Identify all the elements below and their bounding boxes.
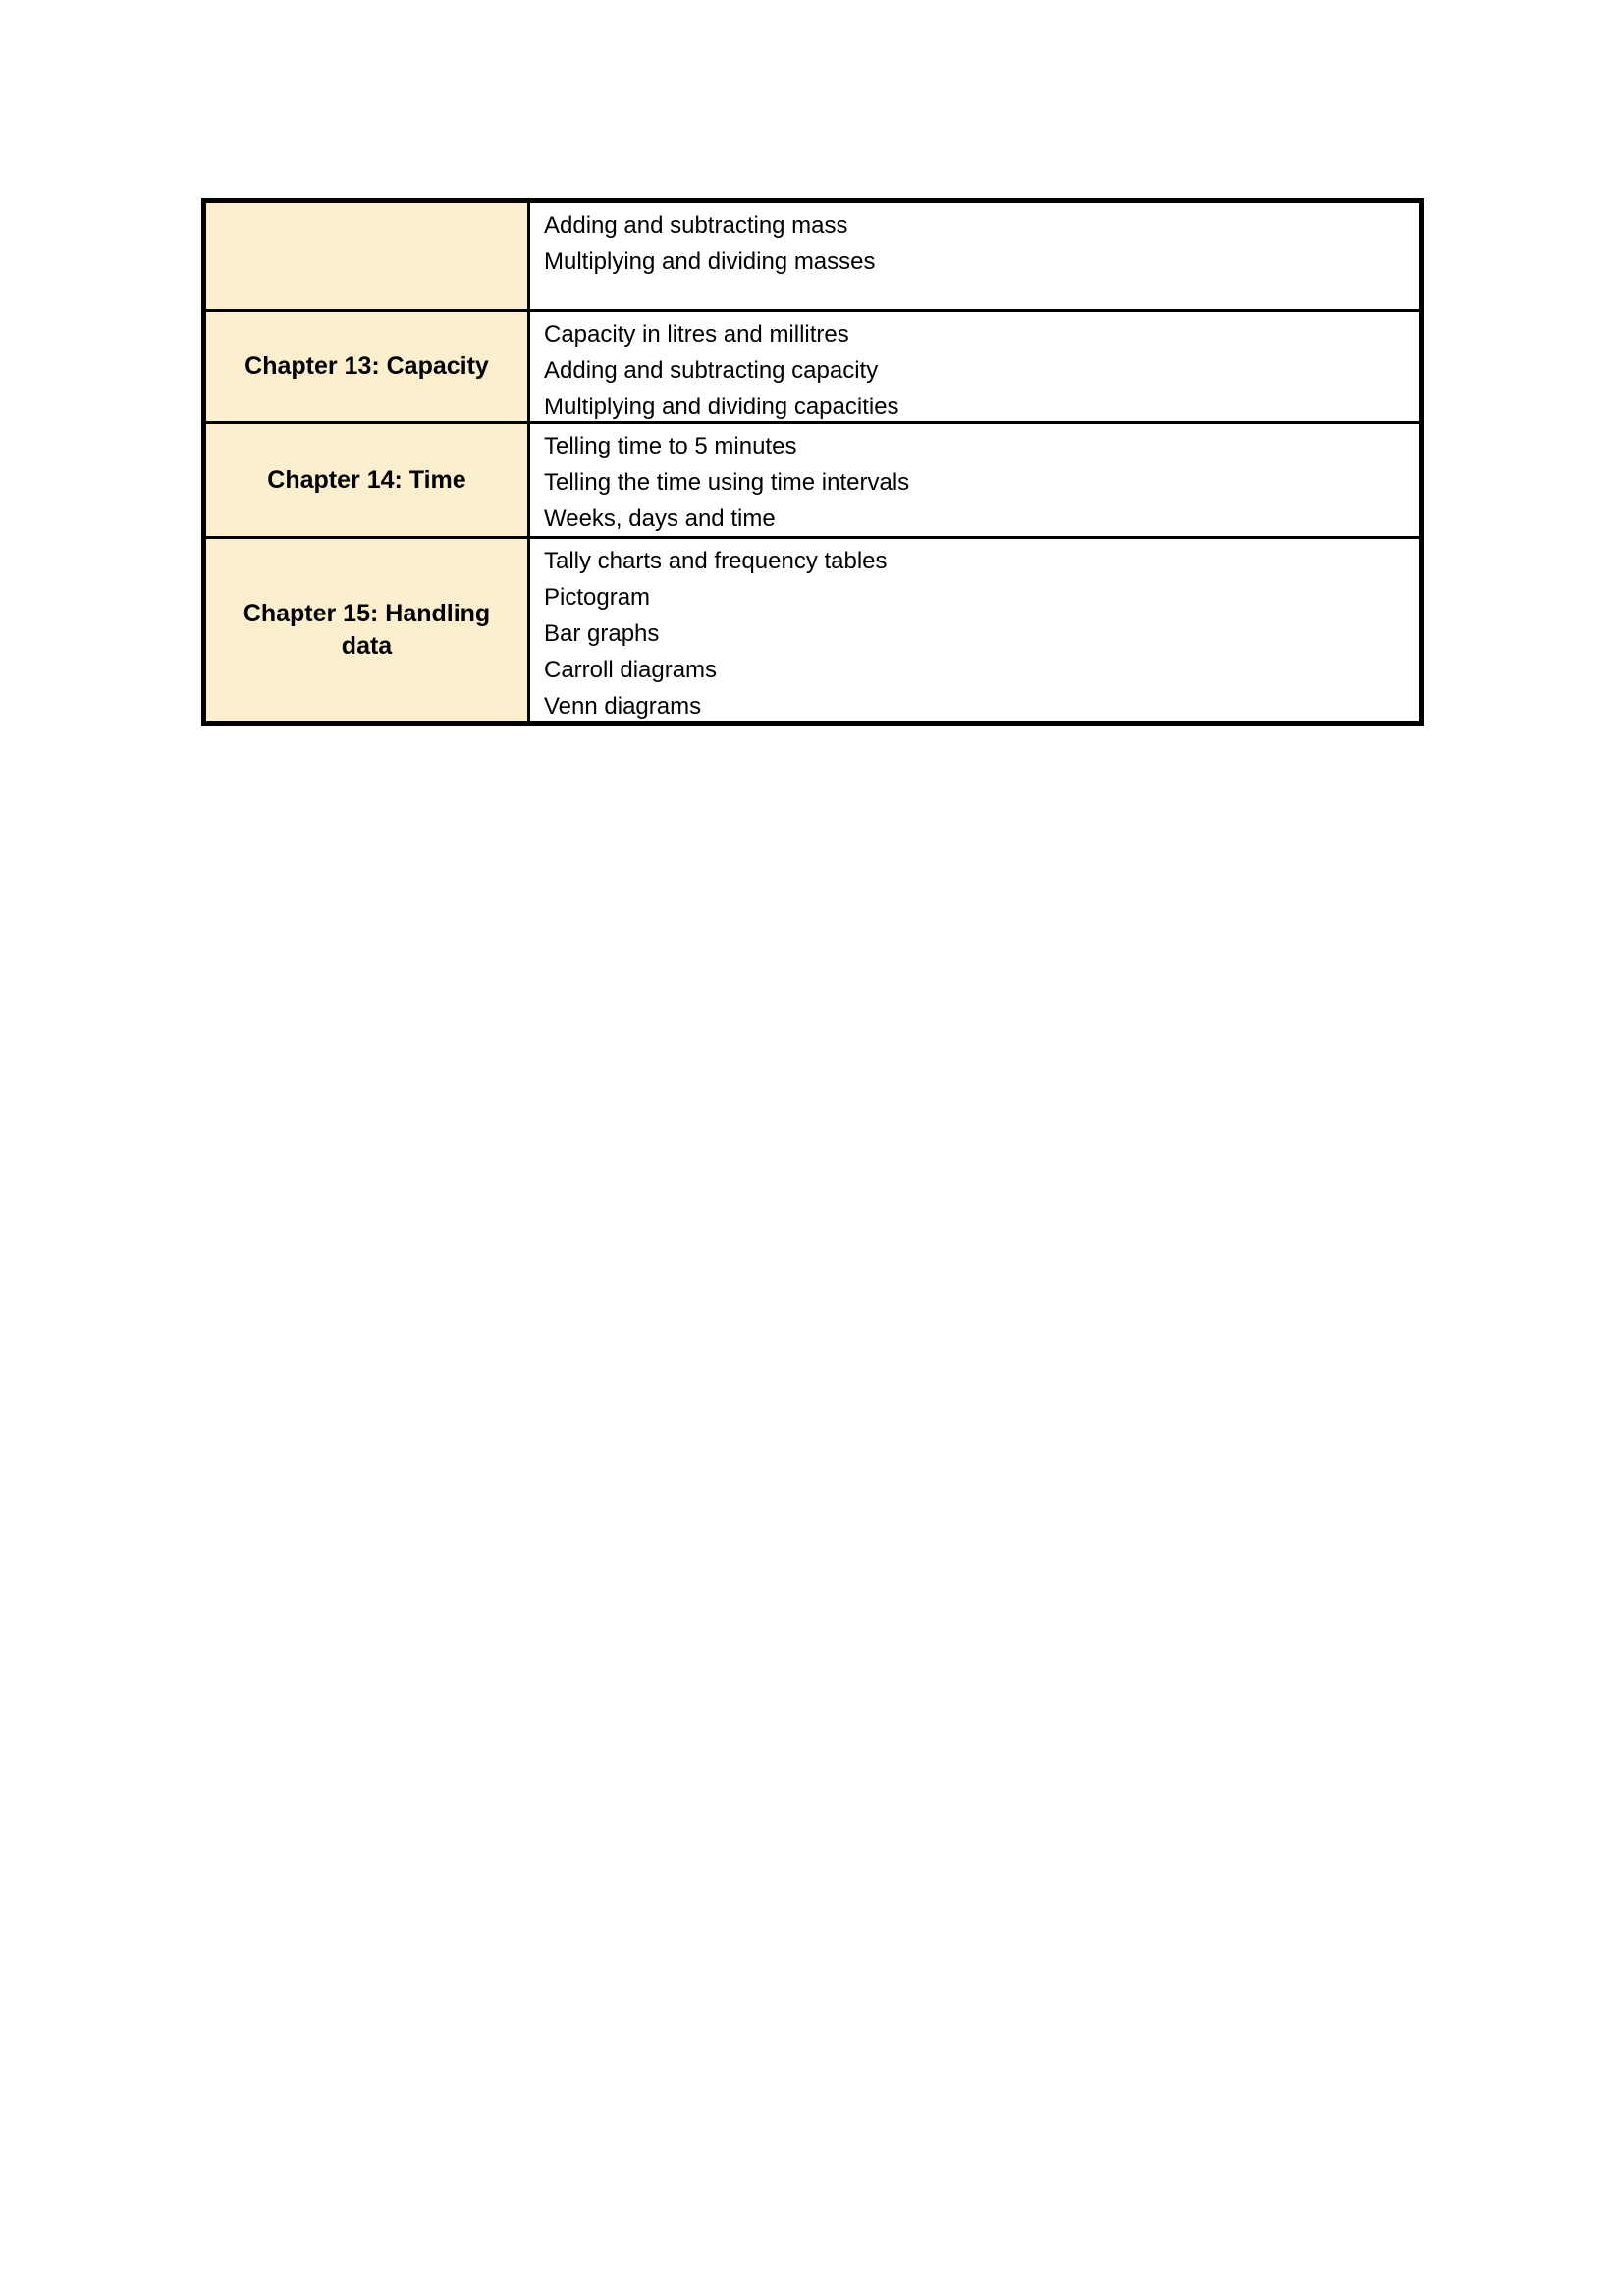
chapter-cell [206, 203, 530, 309]
topic-line: Carroll diagrams [544, 657, 718, 683]
topic-line: Adding and subtracting mass [544, 212, 848, 239]
topics-cell [530, 312, 1419, 421]
chapter-cell: Chapter 14: Time [206, 424, 530, 536]
topics-cell [530, 424, 1419, 536]
topic-line: Telling time to 5 minutes [544, 433, 797, 459]
topics-cell [530, 539, 1419, 721]
topic-line: Venn diagrams [544, 693, 702, 720]
table-row [206, 424, 1419, 539]
topic-line: Pictogram [544, 584, 651, 611]
topic-line: Multiplying and dividing masses [544, 248, 876, 275]
topics-cell [530, 203, 1419, 309]
topic-line: Bar graphs [544, 620, 660, 647]
chapter-cell: Chapter 13: Capacity [206, 312, 530, 421]
topic-line: Adding and subtracting capacity [544, 357, 879, 384]
topic-line: Telling the time using time intervals [544, 469, 910, 496]
chapter-cell: Chapter 15: Handling data [206, 539, 530, 721]
topic-line: Capacity in litres and millitres [544, 321, 849, 347]
topic-line: Weeks, days and time [544, 506, 776, 532]
topic-line: Multiplying and dividing capacities [544, 394, 899, 420]
table-row [206, 203, 1419, 312]
topic-line: Tally charts and frequency tables [544, 548, 888, 574]
curriculum-table [201, 198, 1424, 726]
table-row [206, 539, 1419, 721]
table-row [206, 312, 1419, 424]
